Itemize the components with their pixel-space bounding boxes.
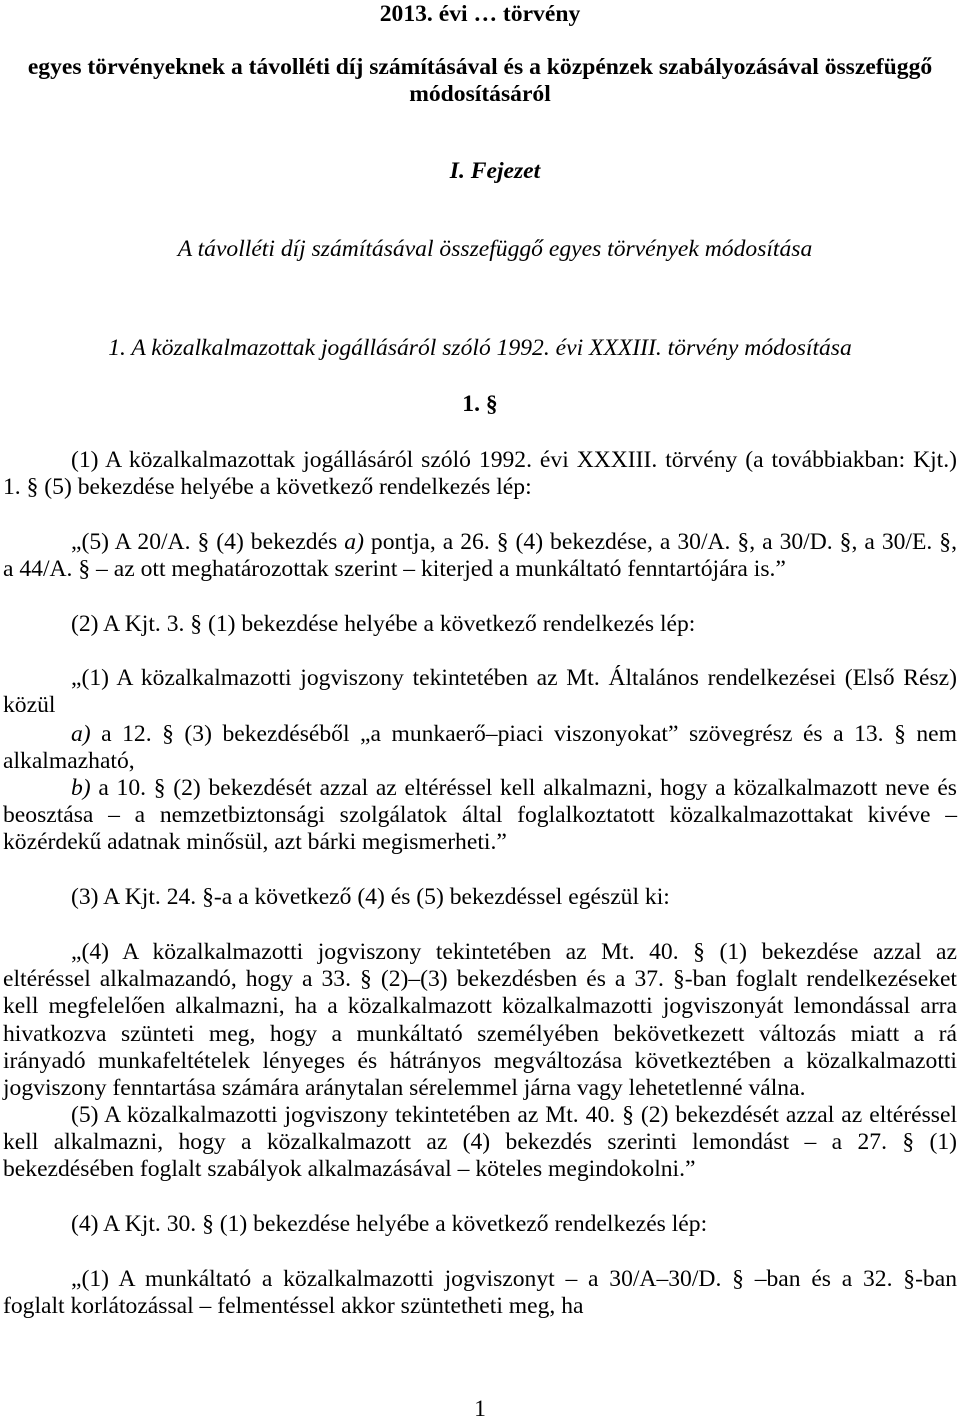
paragraph-line: a 44/A. § – az ott meghatározottak szerint – kiterjed a munkáltató fenntartójára is.”	[3, 556, 786, 583]
paragraph-line	[3, 529, 957, 556]
paragraph-line: (5) A közalkalmazotti jogviszony tekintetében az Mt. 40. § (2) bekezdését azzal az eltéréssel	[71, 1102, 957, 1128]
paragraph	[3, 447, 957, 501]
paragraph-line: (4) A Kjt. 30. § (1) bekezdése helyébe a következő rendelkezés lép:	[71, 1211, 708, 1237]
paragraph-line: eltéréssel alkalmazandó, hogy a 33. § (2)–(3) bekezdésben és a 37. §-ban foglalt rendelkezéseket	[3, 966, 957, 993]
quoted-paragraph	[3, 1266, 957, 1320]
paragraph-line: kell alkalmazni, hogy a közalkalmazott az (4) bekezdés szerinti lemondást – a 27. § (1)	[3, 1129, 957, 1156]
paragraph-line	[3, 775, 957, 802]
paragraph	[3, 1211, 957, 1238]
line-text: a 12. § (3) bekezdéséből „a munkaerő–piaci viszonyokat” szövegrész és a 13. § nem	[90, 721, 957, 747]
law-subtitle-line: módosításáról	[409, 81, 551, 108]
point-label: b)	[71, 775, 91, 801]
paragraph-line: „(4) A közalkalmazotti jogviszony tekintetében az Mt. 40. § (1) bekezdése azzal az	[71, 939, 957, 965]
quoted-paragraph	[3, 529, 957, 583]
paragraph	[3, 884, 957, 911]
quoted-paragraph	[3, 665, 957, 719]
section-title: 1. A közalkalmazottak jogállásáról szóló 1992. évi XXXIII. törvény módosítása	[108, 335, 852, 361]
quoted-paragraph	[3, 939, 957, 1102]
paragraph-line: (2) A Kjt. 3. § (1) bekezdése helyébe a következő rendelkezés lép:	[71, 611, 696, 637]
paragraph-line: kell megfelelően alkalmazni, ha a közalkalmazott közalkalmazotti jogviszonyát lemondással arra	[3, 993, 957, 1020]
paragraph-line: beosztása – a nemzetbiztonsági szolgálatok által foglalkoztatott közalkalmazottakat kivéve –	[3, 802, 957, 829]
point-a	[3, 721, 957, 775]
paragraph-line: (3) A Kjt. 24. §-a a következő (4) és (5) bekezdéssel egészül ki:	[71, 884, 670, 910]
paragraph-line	[3, 721, 957, 748]
point-label: a)	[344, 529, 364, 555]
paragraph-line: foglalt korlátozással – felmentéssel akkor szüntetheti meg, ha	[3, 1293, 584, 1320]
paragraph-line: bekezdésében foglalt szabályok alkalmazásával – köteles megindokolni.”	[3, 1156, 696, 1183]
paragraph-line: alkalmazható,	[3, 748, 135, 775]
point-label: a)	[71, 721, 91, 747]
paragraph-line: „(1) A közalkalmazotti jogviszony tekintetében az Mt. Általános rendelkezései (Első Rész)	[71, 665, 957, 691]
paragraph-line: közérdekű adatnak minősül, azt bárki megismerheti.”	[3, 829, 507, 856]
page-number: 1	[474, 1396, 486, 1422]
line-text: „(5) A 20/A. § (4) bekezdés	[71, 529, 345, 555]
law-subtitle	[3, 54, 957, 108]
paragraph-line: jogviszony fenntartása számára aránytalan sérelemmel járna vagy lehetetlenné válna.	[3, 1074, 806, 1101]
chapter-label: I. Fejezet	[449, 158, 541, 184]
paragraph-line: közül	[3, 692, 56, 719]
line-text: a 10. § (2) bekezdését azzal az eltéréssel kell alkalmazni, hogy a közalkalmazott neve és	[90, 775, 957, 801]
law-subtitle-line: egyes törvényeknek a távolléti díj számításával és a közpénzek szabályozásával összefüggő	[27, 54, 933, 80]
chapter-title: A távolléti díj számításával összefüggő egyes törvények módosítása	[177, 236, 813, 262]
law-title: 2013. évi … törvény	[379, 1, 581, 27]
paragraph-mark: 1. §	[462, 391, 498, 417]
paragraph-line: (1) A közalkalmazottak jogállásáról szóló 1992. évi XXXIII. törvény (a továbbiakban: Kjt.)	[71, 447, 957, 473]
paragraph-line: hivatkozva szünteti meg, hogy a munkáltató személyében bekövetkezett változás miatt a rá	[3, 1020, 957, 1047]
paragraph	[3, 611, 957, 638]
quoted-paragraph	[3, 1102, 957, 1184]
paragraph-line: irányadó munkafeltételek lényeges és hátrányos megváltozása következtében a közalkalmazotti	[3, 1047, 957, 1074]
paragraph-line: 1. § (5) bekezdése helyébe a következő rendelkezés lép:	[3, 474, 532, 501]
paragraph-line: „(1) A munkáltató a közalkalmazotti jogviszonyt – a 30/A–30/D. § –ban és a 32. §-ban	[71, 1266, 957, 1292]
line-text: pontja, a 26. § (4) bekezdése, a 30/A. §, a 30/D. §, a 30/E. §,	[363, 529, 957, 555]
point-b	[3, 775, 957, 857]
